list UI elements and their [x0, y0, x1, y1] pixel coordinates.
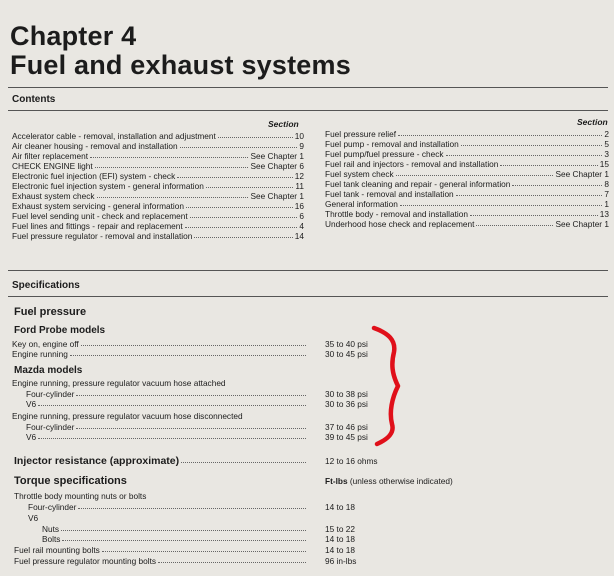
spec-value: 35 to 40 psi — [325, 339, 368, 349]
toc-item-title: Fuel pump/fuel pressure - check — [325, 149, 444, 159]
toc-item-title: Fuel pressure regulator - removal and installation — [12, 231, 193, 241]
toc-item-title: Fuel pump - removal and installation — [325, 139, 459, 149]
torque-units — [325, 476, 453, 486]
toc-item — [12, 131, 304, 141]
torque-heading: Torque specifications — [14, 475, 127, 487]
rule-contents — [8, 110, 608, 111]
spec-label: Fuel rail mounting bolts — [14, 545, 100, 555]
spec-value: 12 to 16 ohms — [325, 456, 378, 466]
toc-item-section: 14 — [294, 231, 304, 241]
toc-item-title: Accelerator cable - removal, installation and adjustment — [12, 131, 216, 141]
toc-item-title: Electronic fuel injection (EFI) system - check — [12, 171, 176, 181]
section-label-right: Section — [577, 117, 608, 127]
toc-item-title: Fuel system check — [325, 169, 394, 179]
toc-item-title: Fuel level sending unit - check and replacement — [12, 211, 188, 221]
toc-item — [325, 199, 609, 209]
toc-item-title: CHECK ENGINE light — [12, 161, 93, 171]
brace-stroke — [374, 328, 398, 444]
spec-label: Bolts — [42, 534, 61, 544]
chapter-title — [10, 22, 351, 80]
section-label-left: Section — [268, 119, 299, 129]
toc-item-section: 1 — [604, 199, 609, 209]
spec-value: 30 to 36 psi — [325, 399, 368, 409]
units-note: (unless otherwise indicated) — [347, 476, 453, 486]
spec-value: 96 in-lbs — [325, 556, 357, 566]
toc-item — [325, 129, 609, 139]
spec-att-v6-row — [26, 399, 308, 409]
toc-left-column — [12, 131, 304, 241]
toc-item-section: 4 — [299, 221, 304, 231]
rule-top — [8, 87, 608, 88]
toc-item-title: Electronic fuel injection system - general information — [12, 181, 204, 191]
throttle-subheading: Throttle body mounting nuts or bolts — [14, 491, 147, 501]
toc-item — [12, 191, 304, 201]
toc-item — [325, 149, 609, 159]
toc-item-section: 12 — [294, 171, 304, 181]
injector-resistance-row — [14, 455, 308, 467]
toc-item — [12, 211, 304, 221]
toc-item — [325, 169, 609, 179]
spec-label: Engine running — [12, 349, 68, 359]
spec-engine-running-row — [12, 349, 308, 359]
attached-subheading: Engine running, pressure regulator vacuum hose attached — [12, 378, 226, 388]
toc-item-section: 8 — [604, 179, 609, 189]
toc-item-section: 10 — [294, 131, 304, 141]
spec-label: Fuel pressure regulator mounting bolts — [14, 556, 157, 566]
toc-item-section: See Chapter 1 — [555, 219, 609, 229]
spec-label: Four-cylinder — [28, 502, 77, 512]
rule-specs-top — [8, 270, 608, 271]
toc-item-title: Exhaust system servicing - general information — [12, 201, 185, 211]
toc-item-title: Air cleaner housing - removal and installation — [12, 141, 178, 151]
spec-fuel-rail-row — [14, 545, 308, 555]
toc-item-section: 11 — [295, 181, 304, 191]
spec-regulator-row — [14, 556, 308, 566]
toc-item-section: See Chapter 1 — [555, 169, 609, 179]
toc-item-section: 7 — [604, 189, 609, 199]
spec-label: Four-cylinder — [26, 422, 75, 432]
spec-value: 14 to 18 — [325, 534, 355, 544]
spec-label: Key on, engine off — [12, 339, 79, 349]
toc-item-section: 9 — [299, 141, 304, 151]
toc-right-column — [325, 129, 609, 229]
spec-bolts-row — [42, 534, 308, 544]
spec-nuts-row — [42, 524, 308, 534]
toc-item-title: Fuel lines and fittings - repair and replacement — [12, 221, 183, 231]
spec-dis-four-row — [26, 422, 308, 432]
toc-item-title: Air filter replacement — [12, 151, 89, 161]
toc-item-section: 5 — [604, 139, 609, 149]
spec-value: 14 to 18 — [325, 502, 355, 512]
toc-item — [12, 181, 304, 191]
toc-item-title: Fuel tank cleaning and repair - general information — [325, 179, 511, 189]
toc-item-title: General information — [325, 199, 398, 209]
spec-value: 30 to 38 psi — [325, 389, 368, 399]
fuel-pressure-heading: Fuel pressure — [14, 306, 87, 318]
spec-label: V6 — [26, 432, 37, 442]
spec-value: 37 to 46 psi — [325, 422, 368, 432]
toc-item — [12, 171, 304, 181]
contents-heading: Contents — [12, 94, 56, 105]
toc-item — [12, 161, 304, 171]
toc-item — [12, 201, 304, 211]
toc-item-title: Fuel tank - removal and installation — [325, 189, 454, 199]
tb-v6-subheading: V6 — [28, 513, 39, 523]
units-main: Ft-lbs — [325, 476, 348, 486]
toc-item — [325, 189, 609, 199]
disconnected-subheading: Engine running, pressure regulator vacuum hose disconnected — [12, 411, 243, 421]
toc-item-section: 2 — [604, 129, 609, 139]
toc-item-section: 13 — [599, 209, 609, 219]
toc-item-section: See Chapter 1 — [250, 151, 304, 161]
spec-label: Nuts — [42, 524, 60, 534]
spec-att-four-row — [26, 389, 308, 399]
toc-item — [325, 219, 609, 229]
spec-tb-four-row — [28, 502, 308, 512]
toc-item — [12, 221, 304, 231]
spec-label: V6 — [26, 399, 37, 409]
toc-item-section: See Chapter 1 — [250, 191, 304, 201]
toc-item-title: Throttle body - removal and installation — [325, 209, 468, 219]
toc-item-section: 16 — [294, 201, 304, 211]
toc-item-section: 6 — [299, 211, 304, 221]
spec-key-on-row — [12, 339, 308, 349]
chapter-number: Chapter 4 — [10, 21, 137, 51]
toc-item-title: Underhood hose check and replacement — [325, 219, 475, 229]
toc-item — [12, 151, 304, 161]
spec-value: 39 to 45 psi — [325, 432, 368, 442]
toc-item-section: 15 — [599, 159, 609, 169]
toc-item — [325, 139, 609, 149]
spec-label: Injector resistance (approximate) — [14, 455, 180, 467]
spec-label: Four-cylinder — [26, 389, 75, 399]
specifications-heading: Specifications — [12, 280, 80, 291]
spec-value: 30 to 45 psi — [325, 349, 368, 359]
toc-item-section: See Chapter 6 — [250, 161, 304, 171]
rule-specs — [8, 296, 608, 297]
spec-value: 15 to 22 — [325, 524, 355, 534]
chapter-name: Fuel and exhaust systems — [10, 50, 351, 80]
spec-value: 14 to 18 — [325, 545, 355, 555]
toc-item — [12, 231, 304, 241]
toc-item — [12, 141, 304, 151]
toc-item — [325, 159, 609, 169]
spec-dis-v6-row — [26, 432, 308, 442]
ford-probe-heading: Ford Probe models — [14, 325, 106, 336]
toc-item — [325, 209, 609, 219]
toc-item-section: 3 — [604, 149, 609, 159]
toc-item-title: Fuel rail and injectors - removal and installation — [325, 159, 499, 169]
mazda-heading: Mazda models — [14, 365, 83, 376]
toc-item-title: Fuel pressure relief — [325, 129, 397, 139]
toc-item — [325, 179, 609, 189]
toc-item-title: Exhaust system check — [12, 191, 95, 201]
